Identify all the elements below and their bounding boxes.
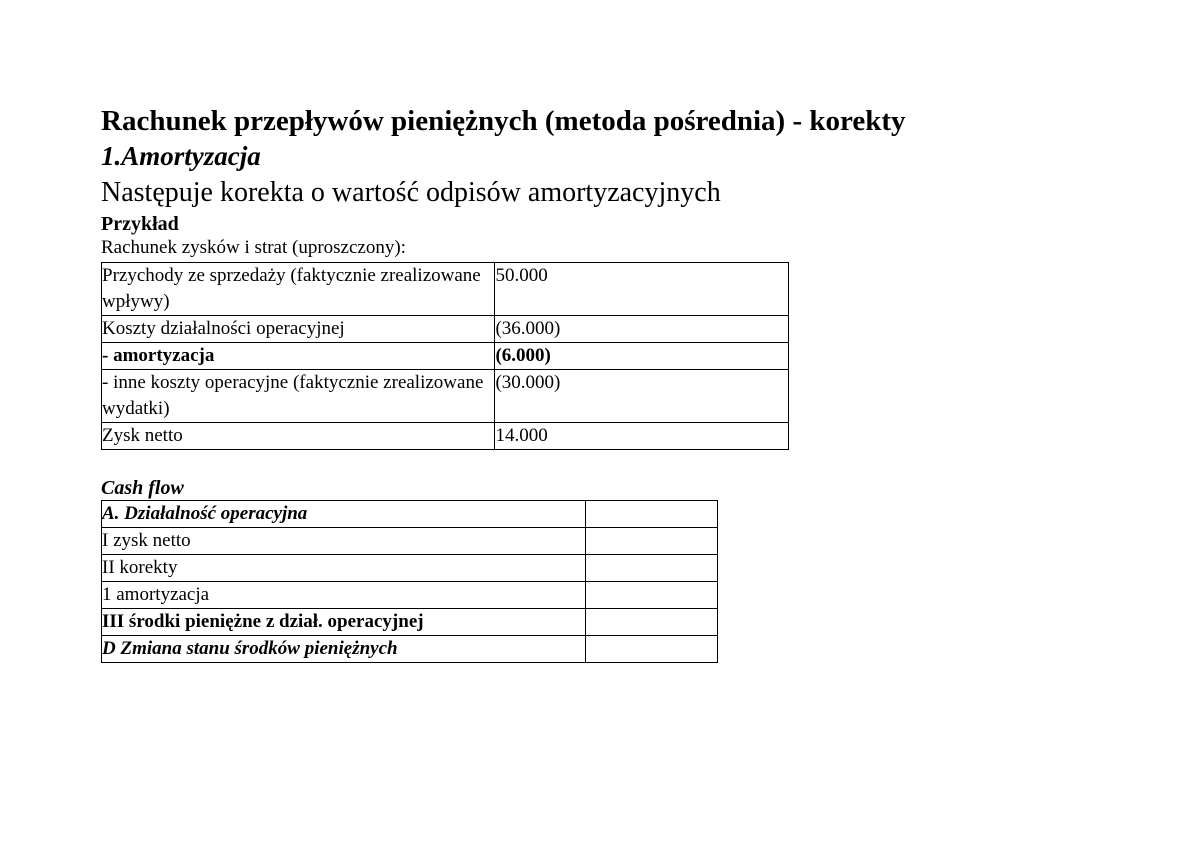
row-label: D Zmiana stanu środków pieniężnych <box>102 636 586 663</box>
table-row <box>102 263 789 316</box>
row-value <box>586 501 718 528</box>
table-row <box>102 316 789 343</box>
row-label: I zysk netto <box>102 528 586 555</box>
cash-flow-table <box>101 500 718 663</box>
section-heading: 1.Amortyzacja <box>101 141 261 171</box>
row-label: - amortyzacja <box>102 343 495 370</box>
table-row <box>102 501 718 528</box>
row-value: 14.000 <box>495 423 789 450</box>
row-label: Zysk netto <box>102 423 495 450</box>
row-value <box>586 528 718 555</box>
table-row <box>102 582 718 609</box>
table-row <box>102 370 789 423</box>
row-value <box>586 636 718 663</box>
row-label: - inne koszty operacyjne (faktycznie zrealizowane wydatki) <box>102 370 495 423</box>
table-row <box>102 555 718 582</box>
row-value <box>586 555 718 582</box>
table-row <box>102 343 789 370</box>
row-label: 1 amortyzacja <box>102 582 586 609</box>
cash-flow-caption: Cash flow <box>101 477 184 499</box>
row-label: Koszty działalności operacyjnej <box>102 316 495 343</box>
row-value: (6.000) <box>495 343 789 370</box>
row-label: Przychody ze sprzedaży (faktycznie zrealizowane wpływy) <box>102 263 495 316</box>
row-value: 50.000 <box>495 263 789 316</box>
row-label: II korekty <box>102 555 586 582</box>
row-label: III środki pieniężne z dział. operacyjnej <box>102 609 586 636</box>
table-row <box>102 609 718 636</box>
table-row <box>102 423 789 450</box>
table-row <box>102 528 718 555</box>
row-value: (30.000) <box>495 370 789 423</box>
income-statement-table <box>101 262 789 450</box>
lead-text: Następuje korekta o wartość odpisów amortyzacyjnych <box>101 177 721 208</box>
row-value <box>586 609 718 636</box>
example-label: Przykład <box>101 213 179 235</box>
row-value <box>586 582 718 609</box>
row-value: (36.000) <box>495 316 789 343</box>
table-row <box>102 636 718 663</box>
income-statement-caption: Rachunek zysków i strat (uproszczony): <box>101 237 406 258</box>
row-label: A. Działalność operacyjna <box>102 501 586 528</box>
page-title: Rachunek przepływów pieniężnych (metoda pośrednia) - korekty <box>101 105 906 137</box>
